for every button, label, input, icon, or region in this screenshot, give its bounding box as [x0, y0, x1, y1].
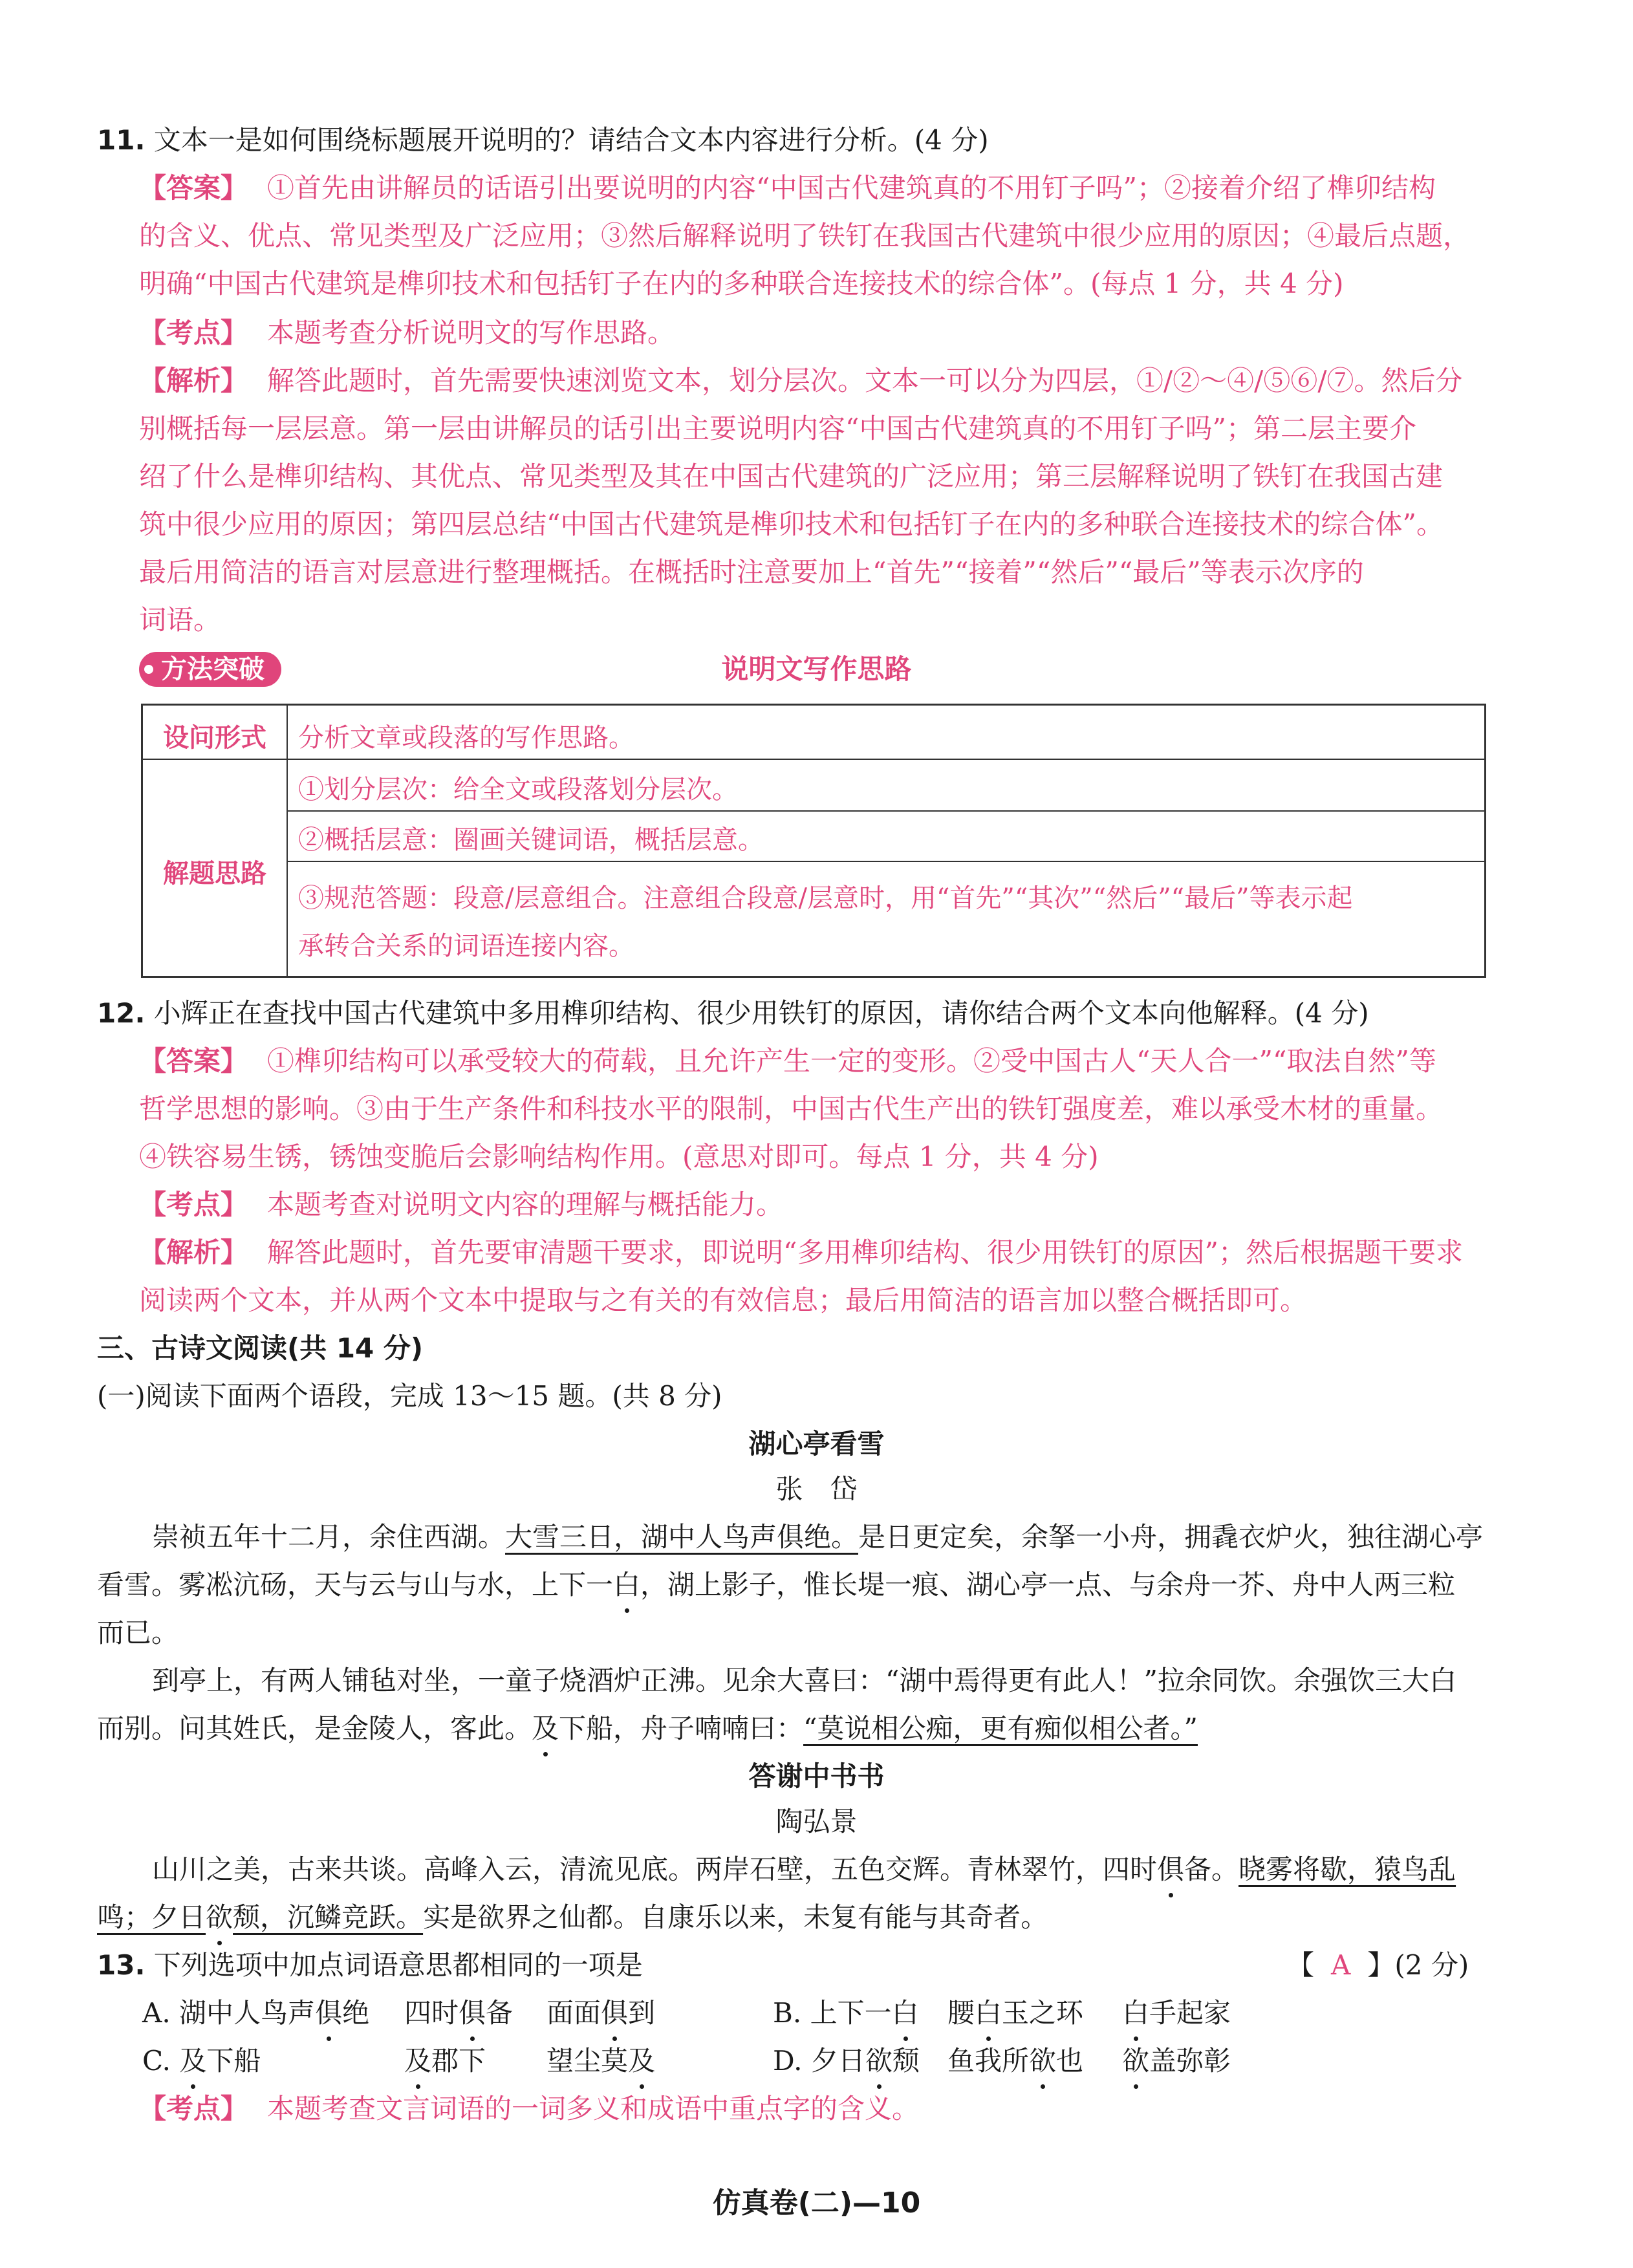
- passage-text: 是日更定矣，余拏一小舟，拥毳衣炉火，独往湖心亭: [858, 1521, 1484, 1553]
- emphasis-dot-char: 及: [404, 2037, 431, 2085]
- q11-jiexi-line-5: 最后用简洁的语言对层意进行整理概括。在概括时注意要加上“首先”“接着”“然后”“最后”等表示次序的: [139, 556, 1364, 588]
- q13-option-b-2: 腰白玉之环: [947, 1989, 1083, 2037]
- option-label: C.: [142, 2045, 180, 2077]
- underlined-text: 晓雾将歇，猿鸟乱: [1238, 1853, 1456, 1885]
- passage2-line-1: [152, 1846, 1549, 1894]
- jiexi-tag: 【解析】: [139, 365, 248, 396]
- kaodian-text: 本题考查文言词语的一词多义和成语中重点字的含义。: [267, 2093, 920, 2124]
- emphasis-dot-char: 俱: [459, 1989, 486, 2037]
- answer-text: ①榫卯结构可以承受较大的荷载，且允许产生一定的变形。②受中国古人“天人合一”“取法自然”等: [267, 1045, 1436, 1077]
- q11-number: 11.: [97, 124, 146, 156]
- q13-option-c-2: 及郡下: [404, 2037, 486, 2085]
- q13-option-d: D. 夕日欲颓: [773, 2037, 920, 2085]
- q11-jiexi-line-4: 筑中很少应用的原因；第四层总结“中国古代建筑是榫卯技术和包括钉子在内的多种联合连接技术的综合体”。: [139, 508, 1444, 540]
- q13-option-a-2: 四时俱备: [404, 1989, 513, 2037]
- emphasis-dot-char: 俱: [1157, 1846, 1184, 1894]
- passage2-line-2: [97, 1894, 1494, 1941]
- q12-kaodian: [139, 1181, 1536, 1229]
- q13-score: (2 分): [1394, 1949, 1469, 1981]
- section3-title: 三、古诗文阅读(共 14 分): [97, 1332, 424, 1364]
- passage-text: ，湖上影子，惟长堤一痕、湖心亭一点、与余舟一芥、舟中人两三粒: [640, 1569, 1456, 1601]
- emphasis-dot-char: 及: [179, 2037, 206, 2085]
- emphasis-dot-char: 及: [532, 1705, 559, 1753]
- emphasis-dot-char: 俱: [315, 1989, 342, 2037]
- q13-option-c-3: 望尘莫及: [546, 2037, 655, 2085]
- kaodian-tag: 【考点】: [139, 2093, 248, 2124]
- emphasis-dot-char: 欲: [206, 1894, 233, 1941]
- q12-answer-line-3: ④铁容易生锈，锈蚀变脆后会影响结构作用。(意思对即可。每点 1 分，共 4 分): [139, 1141, 1099, 1172]
- emphasis-dot-char: 欲: [1029, 2037, 1056, 2085]
- q13-option-c: C. 及下船: [142, 2037, 261, 2085]
- q11-kaodian: [139, 309, 1536, 357]
- method-row2-item-3: ③规范答题：段意/层意组合。注意组合段意/层意时，用“首先”“其次”“然后”“最后”等表示起: [298, 883, 1353, 913]
- passage-text: 备。: [1184, 1853, 1239, 1885]
- method-row1-text: 分析文章或段落的写作思路。: [298, 723, 634, 753]
- kaodian-tag: 【考点】: [139, 1189, 248, 1220]
- method-table-divider: [143, 759, 1484, 760]
- passage-text: 夕日: [151, 1901, 206, 1933]
- q12-number: 12.: [97, 997, 146, 1029]
- passage-text: 而别。问其姓氏，是金陵人，客此。: [97, 1712, 532, 1744]
- method-table: [141, 704, 1486, 978]
- page-footer: 仿真卷(二)—10: [712, 2187, 921, 2219]
- passage-text: 实是欲界之仙都。自康乐以来，未复有能与其奇者。: [423, 1901, 1048, 1933]
- answer-tag: 【答案】: [139, 172, 248, 204]
- method-row2-item-2: ②概括层意：圈画关键词语，概括层意。: [298, 825, 764, 855]
- emphasis-dot-char: 白: [975, 1989, 1002, 2037]
- emphasis-dot-char: 欲: [1122, 2037, 1149, 2085]
- emphasis-dot-char: 白: [892, 1989, 919, 2037]
- method-table-divider: [287, 810, 1484, 812]
- q12-jiexi-line-2: 阅读两个文本，并从两个文本中提取与之有关的有效信息；最后用简洁的语言加以整合概括即可。: [139, 1284, 1308, 1316]
- emphasis-dot-char: 白: [1122, 1989, 1149, 2037]
- q11-question-text: 文本一是如何围绕标题展开说明的？请结合文本内容进行分析。(4 分): [153, 124, 989, 156]
- q11-question: [97, 116, 1494, 164]
- jiexi-tag: 【解析】: [139, 1237, 248, 1268]
- q11-jiexi-line-6: 词语。: [139, 604, 221, 636]
- q13-option-d-2: 鱼我所欲也: [947, 2037, 1083, 2085]
- q11-answer-line-3: 明确“中国古代建筑是榫卯技术和包括钉子在内的多种联合连接技术的综合体”。(每点 1 分，共 4 分): [139, 268, 1344, 299]
- q13-option-b: B. 上下一白: [773, 1989, 919, 2037]
- bracket-close: 】: [1367, 1949, 1395, 1981]
- answer-text: ①首先由讲解员的话语引出要说明的内容“中国古代建筑真的不用钉子吗”；②接着介绍了榫卯结构: [267, 172, 1436, 204]
- passage2-author: 陶弘景: [775, 1806, 858, 1837]
- q13-question-text: 下列选项中加点词语意思都相同的一项是: [153, 1949, 643, 1981]
- q12-question: [97, 989, 1494, 1037]
- bracket-open: 【: [1287, 1949, 1315, 1981]
- method-badge: 方法突破: [139, 652, 281, 687]
- q13-answer-bracket: [1287, 1941, 1469, 1989]
- passage1-line-5: [97, 1705, 1494, 1753]
- passage-text: 下船，舟子喃喃曰：: [559, 1712, 804, 1744]
- q12-jiexi-line-1: [139, 1229, 1536, 1277]
- method-row2-item-4: 承转合关系的词语连接内容。: [298, 931, 634, 961]
- method-title: 说明文写作思路: [721, 653, 912, 685]
- q12-answer-line-2: 哲学思想的影响。③由于生产条件和科技水平的限制，中国古代生产出的铁钉强度差，难以承受木材的重量。: [139, 1093, 1444, 1125]
- method-row1-head: 设问形式: [163, 723, 266, 753]
- passage-text: 看雪。雾凇沆砀，天与云与山与水，上下一: [97, 1569, 614, 1601]
- underlined-text: “莫说相公痴，更有痴似相公者。”: [803, 1712, 1198, 1744]
- passage-text: 山川之美，古来共谈。高峰入云，清流见底。两岸石壁，五色交辉。青林翠竹，四时: [152, 1853, 1158, 1885]
- kaodian-text: 本题考查对说明文内容的理解与概括能力。: [267, 1189, 784, 1220]
- passage1-line-2: [97, 1561, 1494, 1609]
- method-row2-item-1: ①划分层次：给全文或段落划分层次。: [298, 775, 738, 805]
- emphasis-dot-char: 白: [613, 1561, 640, 1609]
- q11-answer-line-2: 的含义、优点、常见类型及广泛应用；③然后解释说明了铁钉在我国古代建筑中很少应用的原因；④最后点题，: [139, 220, 1471, 252]
- q13-option-b-3: 白手起家: [1122, 1989, 1231, 2037]
- q12-answer-line-1: [139, 1037, 1536, 1085]
- q13-kaodian: [139, 2085, 1536, 2133]
- emphasis-dot-char: 欲: [865, 2037, 892, 2085]
- jiexi-text: 解答此题时，首先需要快速浏览文本，划分层次。文本一可以分为四层，①/②～④/⑤⑥/⑦。然后分: [267, 365, 1463, 396]
- underlined-text: 鸣；: [97, 1901, 152, 1933]
- emphasis-dot-char: 俱: [601, 1989, 628, 2037]
- q13-number: 13.: [97, 1949, 146, 1981]
- q11-answer-line-1: [139, 164, 1536, 212]
- q13-option-a-3: 面面俱到: [546, 1989, 655, 2037]
- q13-question: [97, 1941, 1494, 1989]
- passage1-title: 湖心亭看雪: [748, 1428, 885, 1460]
- section3-sub: (一)阅读下面两个语段，完成 13～15 题。(共 8 分): [97, 1380, 722, 1412]
- q13-option-a: A. 湖中人鸟声俱绝: [142, 1989, 369, 2037]
- underlined-text: [151, 1901, 423, 1933]
- passage-text: 崇祯五年十二月，余住西湖。: [152, 1521, 506, 1553]
- q11-jiexi-line-2: 别概括每一层层意。第一层由讲解员的话引出主要说明内容“中国古代建筑真的不用钉子吗”；第二层主要介: [139, 413, 1416, 444]
- q12-question-text: 小辉正在查找中国古代建筑中多用榫卯结构、很少用铁钉的原因，请你结合两个文本向他解释。(4 分): [153, 997, 1369, 1029]
- method-table-divider: [287, 861, 1484, 862]
- passage1-line-1: [152, 1513, 1549, 1561]
- emphasis-dot-char: 及: [628, 2037, 655, 2085]
- option-label: D.: [773, 2045, 811, 2077]
- method-row2-head: 解题思路: [163, 859, 266, 889]
- q11-jiexi-line-1: [139, 357, 1536, 405]
- jiexi-text: 解答此题时，首先要审清题干要求，即说明“多用榫卯结构、很少用铁钉的原因”；然后根据题干要求: [267, 1237, 1463, 1268]
- underlined-text: 大雪三日，湖中人鸟声俱绝。: [505, 1521, 859, 1553]
- passage-text: 颓，沉鳞竞跃。: [233, 1901, 424, 1933]
- passage1-line-3: 而已。: [97, 1617, 179, 1648]
- kaodian-text: 本题考查分析说明文的写作思路。: [267, 317, 675, 349]
- q13-option-d-3: 欲盖弥彰: [1122, 2037, 1231, 2085]
- q13-answer: A: [1331, 1949, 1351, 1981]
- option-label: B.: [773, 1997, 810, 2029]
- passage1-line-4: 到亭上，有两人铺毡对坐，一童子烧酒炉正沸。见余大喜曰：“湖中焉得更有此人！”拉余同饮。余强饮三大白: [152, 1665, 1456, 1696]
- passage1-author: 张 岱: [775, 1473, 858, 1505]
- passage2-title: 答谢中书书: [748, 1760, 885, 1792]
- kaodian-tag: 【考点】: [139, 317, 248, 349]
- q11-jiexi-line-3: 绍了什么是榫卯结构、其优点、常见类型及其在中国古代建筑的广泛应用；第三层解释说明了铁钉在我国古建: [139, 460, 1444, 492]
- answer-tag: 【答案】: [139, 1045, 248, 1077]
- option-label: A.: [142, 1997, 180, 2029]
